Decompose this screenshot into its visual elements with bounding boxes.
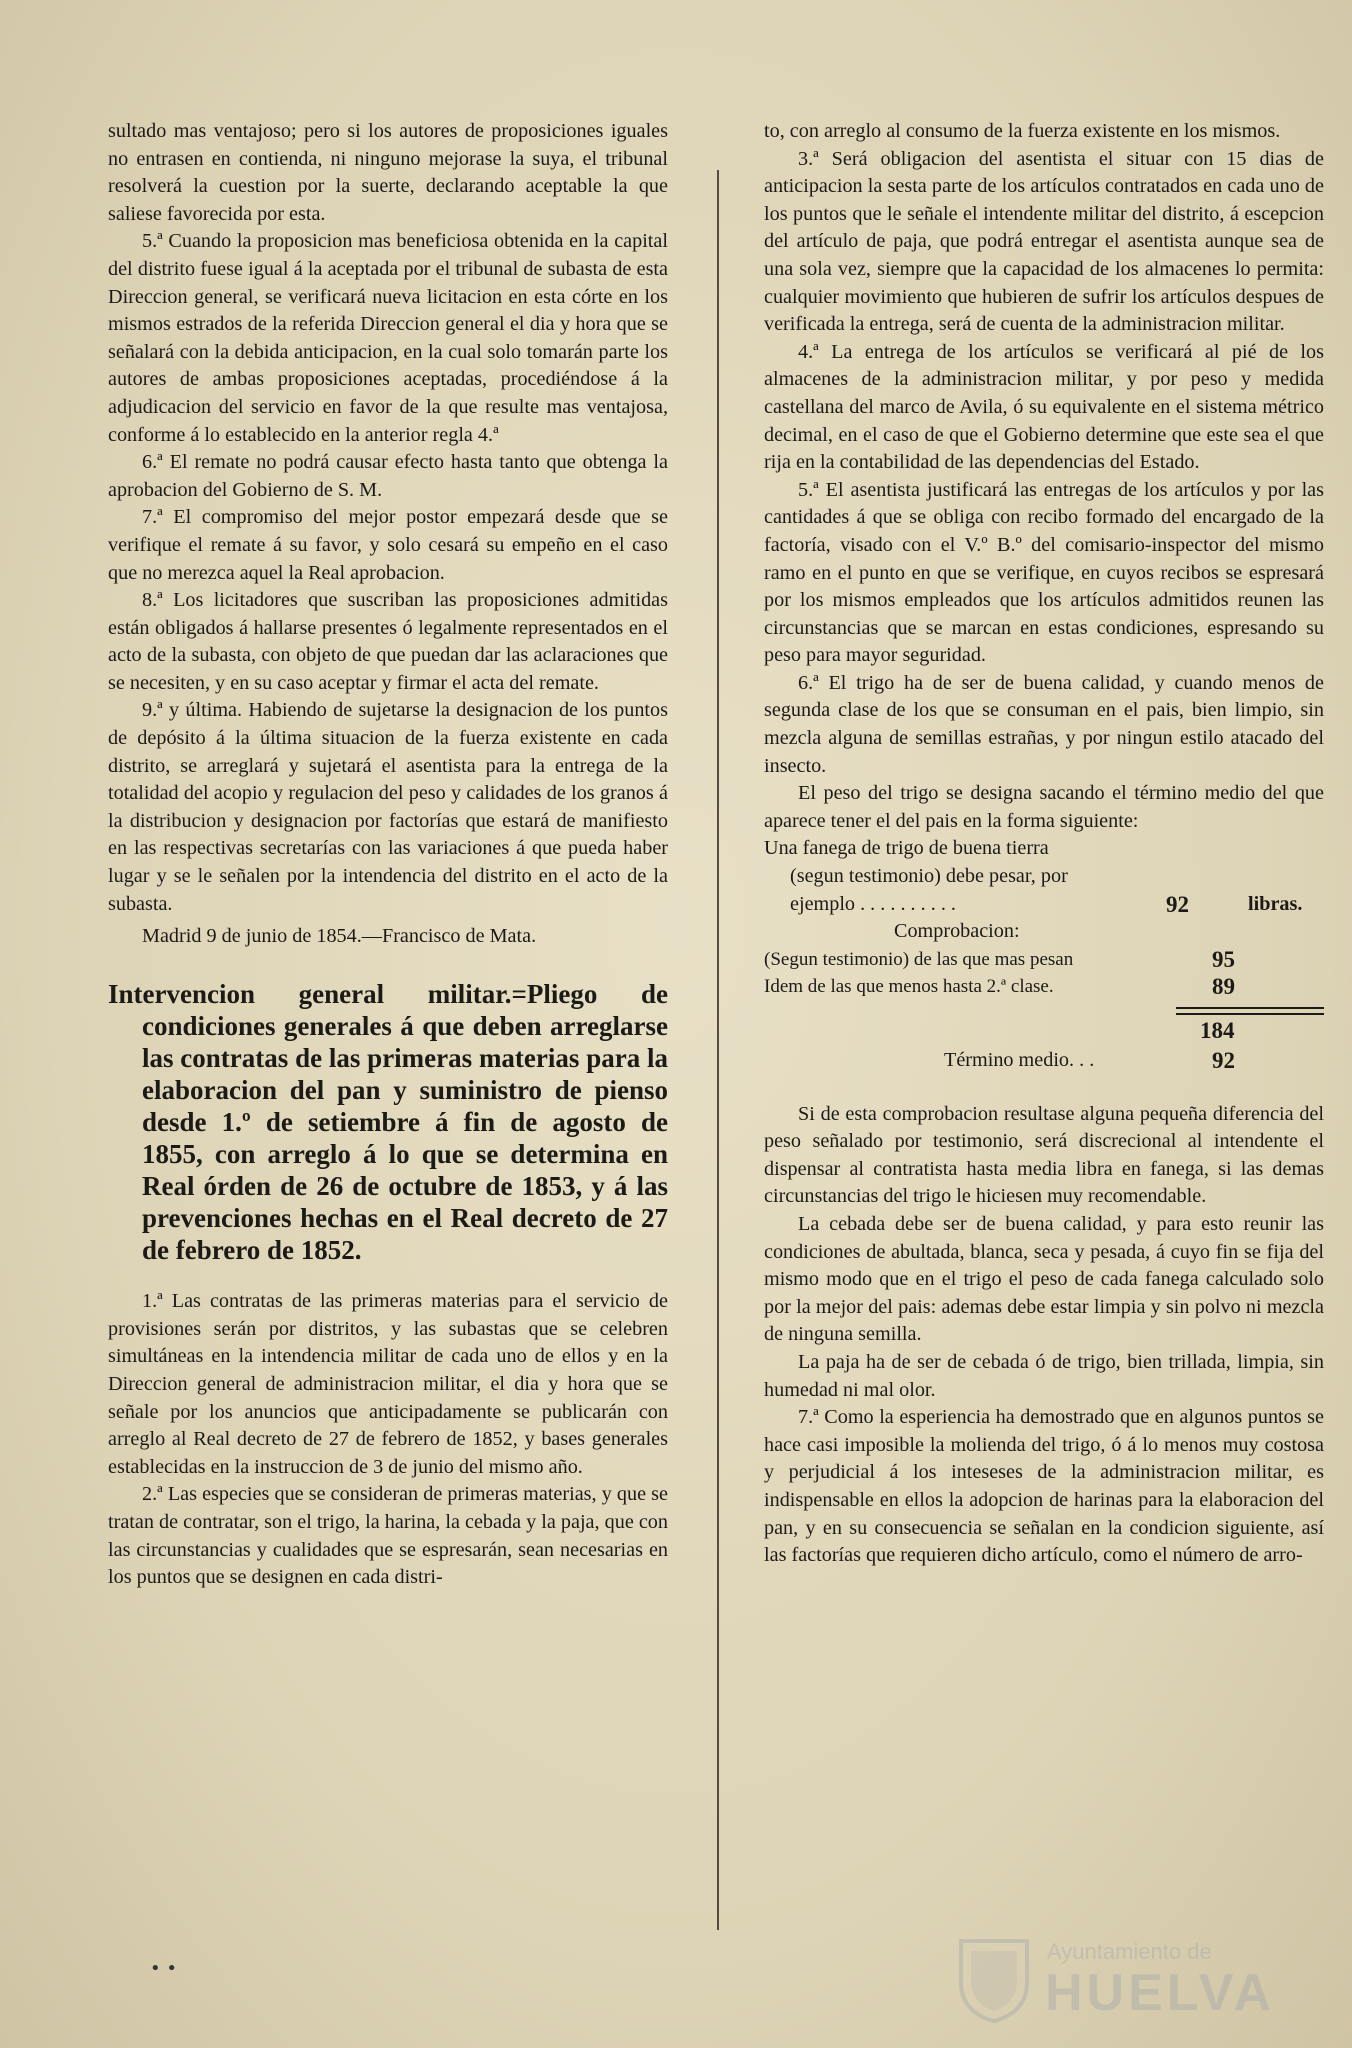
clause-7: 7.ª Como la esperiencia ha demostrado que en algunos puntos se hace casi imposible la molienda del trigo, ó á lo menos muy costosa y perjudicial á los inteseses de la administracion militar, es indispensable en ellos la adopcion de harinas para la elaboracion del pan, y en su consecuencia se señalan en la condicion siguiente, así las factorías que requieren dicho artículo, como el número de arro-: [764, 1406, 1324, 1567]
clause-2: 2.ª Las especies que se consideran de primeras materias, y que se tratan de contratar, son el trigo, la harina, la cebada y la paja, que con las circunstancias y cualidades que se espresarán, sean necesarias en los puntos que se designen en cada distri-: [108, 1483, 668, 1589]
column-divider: [717, 170, 719, 1930]
sum-rule: [1176, 1007, 1324, 1015]
condition-9: 9.ª y última. Habiendo de sujetarse la designacion de los puntos de depósito á la última situacion de la fuerza existente en cada distrito, se arreglará y sujetará el asentista para la entrega de la totalidad del acopio y regulacion del peso y calidades de los granos á la distribucion y designacion por factorías que estará de manifiesto en las respectivas secretarías con las variaciones á que pueda haber lugar y se le señalen por la intendencia del distrito en el acto de la subasta.: [108, 699, 668, 915]
table-row: [764, 1017, 1324, 1047]
spacer: [764, 1075, 1324, 1101]
condition-7: 7.ª El compromiso del mejor postor empezará desde que se verifique el remate á su favor, y solo cesará su empeño en el caso que no merezca aquel la Real aprobacion.: [108, 506, 668, 584]
table-value: 92: [1212, 1048, 1235, 1073]
clause-1: 1.ª Las contratas de las primeras materias para el servicio de provisiones serán por distritos, y las subastas que se celebren simultáneas en la intendencia militar de cada uno de ellos y en la Direccion general de administracion militar, el dia y hora que se señale por los anuncios que anticipadamente se publicarán con arreglo al Real decreto de 27 de febrero de 1852, y bases generales establecidas en la instruccion de 3 de junio del mismo año.: [108, 1290, 668, 1478]
table-label: (Segun testimonio) de las que mas pesan: [764, 948, 1074, 970]
right-column: [764, 118, 1324, 1570]
table-row: [764, 918, 1324, 946]
paragraph-comprobacion: Si de esta comprobacion resultase alguna pequeña diferencia del peso señalado por testimonio, será discrecional al intendente el dispensar al contratista hasta media libra en fanega, si las demas circunstancias del trigo le hiciesen muy recomendable.: [764, 1102, 1324, 1208]
watermark: [955, 1935, 1295, 2025]
table-label: Una fanega de trigo de buena tierra: [764, 837, 1049, 860]
clause-4: 4.ª La entrega de los artículos se verificará al pié de los almacenes de la administracion militar, y por peso y medida castellana del marco de Avila, ó su equivalente en el sistema métrico decimal, en el caso de que el Gobierno determine que este sea el que rija en la contabilidad de las dependencias del Estado.: [764, 340, 1324, 474]
watermark-text: Ayuntamiento de: [1047, 1939, 1212, 1964]
signature-line: Madrid 9 de junio de 1854.—Francisco de Mata.: [142, 925, 537, 948]
table-label: Término medio. . .: [944, 1049, 1095, 1071]
table-value: 92: [1166, 891, 1189, 917]
watermark-title: HUELVA: [1045, 1964, 1276, 2022]
section-heading: Intervencion general militar.=Pliego de condiciones generales á que deben arreglarse las contratas de las primeras materias para la elaboracion del pan y suministro de pienso desde 1.º de setiembre á fin de agosto de 1855, con arreglo á lo que se determina en Real órden de 26 de octubre de 1853, y á las prevenciones hechas en el Real decreto de 27 de febrero de 1852.: [108, 979, 668, 1266]
table-row: [764, 946, 1324, 974]
coat-of-arms-icon: [955, 1935, 1033, 2023]
paragraph-peso: El peso del trigo se designa sacando el término medio del que aparece tener el del pais en la forma siguiente:: [764, 782, 1324, 832]
table-row: [764, 891, 1324, 919]
paragraph-cebada: La cebada debe ser de buena calidad, y para esto reunir las condiciones de abultada, blanca, seca y pesada, á cuyo fin se fija del mismo modo que en el trigo el peso de cada fanega calculado solo por la mejor del pais: ademas debe estar limpia y sin polvo ni mezcla de ninguna semilla.: [764, 1212, 1324, 1346]
weight-table: [764, 835, 1324, 1074]
table-label: Idem de las que menos hasta 2.ª clase.: [764, 976, 1054, 998]
table-row: [764, 1047, 1324, 1075]
table-row: [764, 973, 1324, 1001]
table-value: 89: [1212, 974, 1235, 1000]
clause-5: 5.ª El asentista justificará las entregas de los artículos y por las cantidades á que se obliga con recibo formado del encargado de la factoría, visado con el V.º B.º del comisario-inspector del mismo ramo en el punto en que se verifique, en cuyos recibos se espresará por los mismos empleados que los artículos admitidos reunen las circunstancias que se marcan en estas condiciones, espresando su peso para mayor seguridad.: [764, 478, 1324, 667]
footer-marks: • •: [150, 1958, 177, 1979]
condition-5: 5.ª Cuando la proposicion mas beneficiosa obtenida en la capital del distrito fuese igual á la aceptada por el tribunal de subasta de esta Direccion general, se verificará nueva licitacion en esta córte en los mismos estrados de la referida Direccion general el dia y hora que se señalará con la debida anticipacion, en la cual solo tomarán parte los autores de ambas proposiciones aceptadas, procediéndose á la adjudicacion del servicio en favor de la que resulte mas ventajosa, conforme á lo establecido en la anterior regla 4.ª: [108, 230, 668, 446]
table-label: (segun testimonio) debe pesar, por: [790, 865, 1068, 888]
condition-8: 8.ª Los licitadores que suscriban las proposiciones admitidas están obligados á hallarse presentes ó legalmente representados en el acto de la subasta, con objeto de que puedan dar las aclaraciones que se necesiten, y en su caso aceptar y firmar el acta del remate.: [108, 589, 668, 694]
table-value: 95: [1212, 946, 1235, 972]
table-row: [764, 863, 1324, 891]
table-row: [764, 835, 1324, 863]
clause-3: 3.ª Será obligacion del asentista el situar con 15 dias de anticipacion la sesta parte de los artículos contratados en cada uno de los puntos que le señale el intendente militar del distrito, á escepcion del artículo de paja, que podrá entregar el asentista aunque sea de una sola vez, siempre que la capacidad de los almacenes lo permita: cualquier movimiento que hubieren de sufrir los artículos despues de verificada la entrega, será de cuenta de la administracion militar.: [764, 147, 1324, 336]
table-rule-row: [764, 1001, 1324, 1017]
table-unit: libras.: [1248, 892, 1303, 915]
table-subheading: Comprobacion:: [894, 920, 1020, 943]
table-label: ejemplo . . . . . . . . . .: [790, 892, 956, 915]
left-column: [108, 118, 668, 1592]
paragraph-continuation: sultado mas ventajoso; pero si los autores de proposiciones iguales no entrasen en contienda, ni ninguno mejorase la suya, el tribunal resolverá la cuestion por la suerte, declarando aceptable la que saliese favorecida por esta.: [108, 120, 668, 225]
paragraph-continuation-right: to, con arreglo al consumo de la fuerza existente en los mismos.: [764, 120, 1281, 142]
clause-6: 6.ª El trigo ha de ser de buena calidad, y cuando menos de segunda clase de los que se consuman en el pais, bien limpio, sin mezcla alguna de semillas estrañas, y por ningun estilo atacado del insecto.: [764, 671, 1324, 777]
table-sum: 184: [1200, 1018, 1235, 1043]
condition-6: 6.ª El remate no podrá causar efecto hasta tanto que obtenga la aprobacion del Gobierno de S. M.: [108, 451, 668, 501]
paragraph-paja: La paja ha de ser de cebada ó de trigo, bien trillada, limpia, sin humedad ni mal olor.: [764, 1350, 1324, 1401]
